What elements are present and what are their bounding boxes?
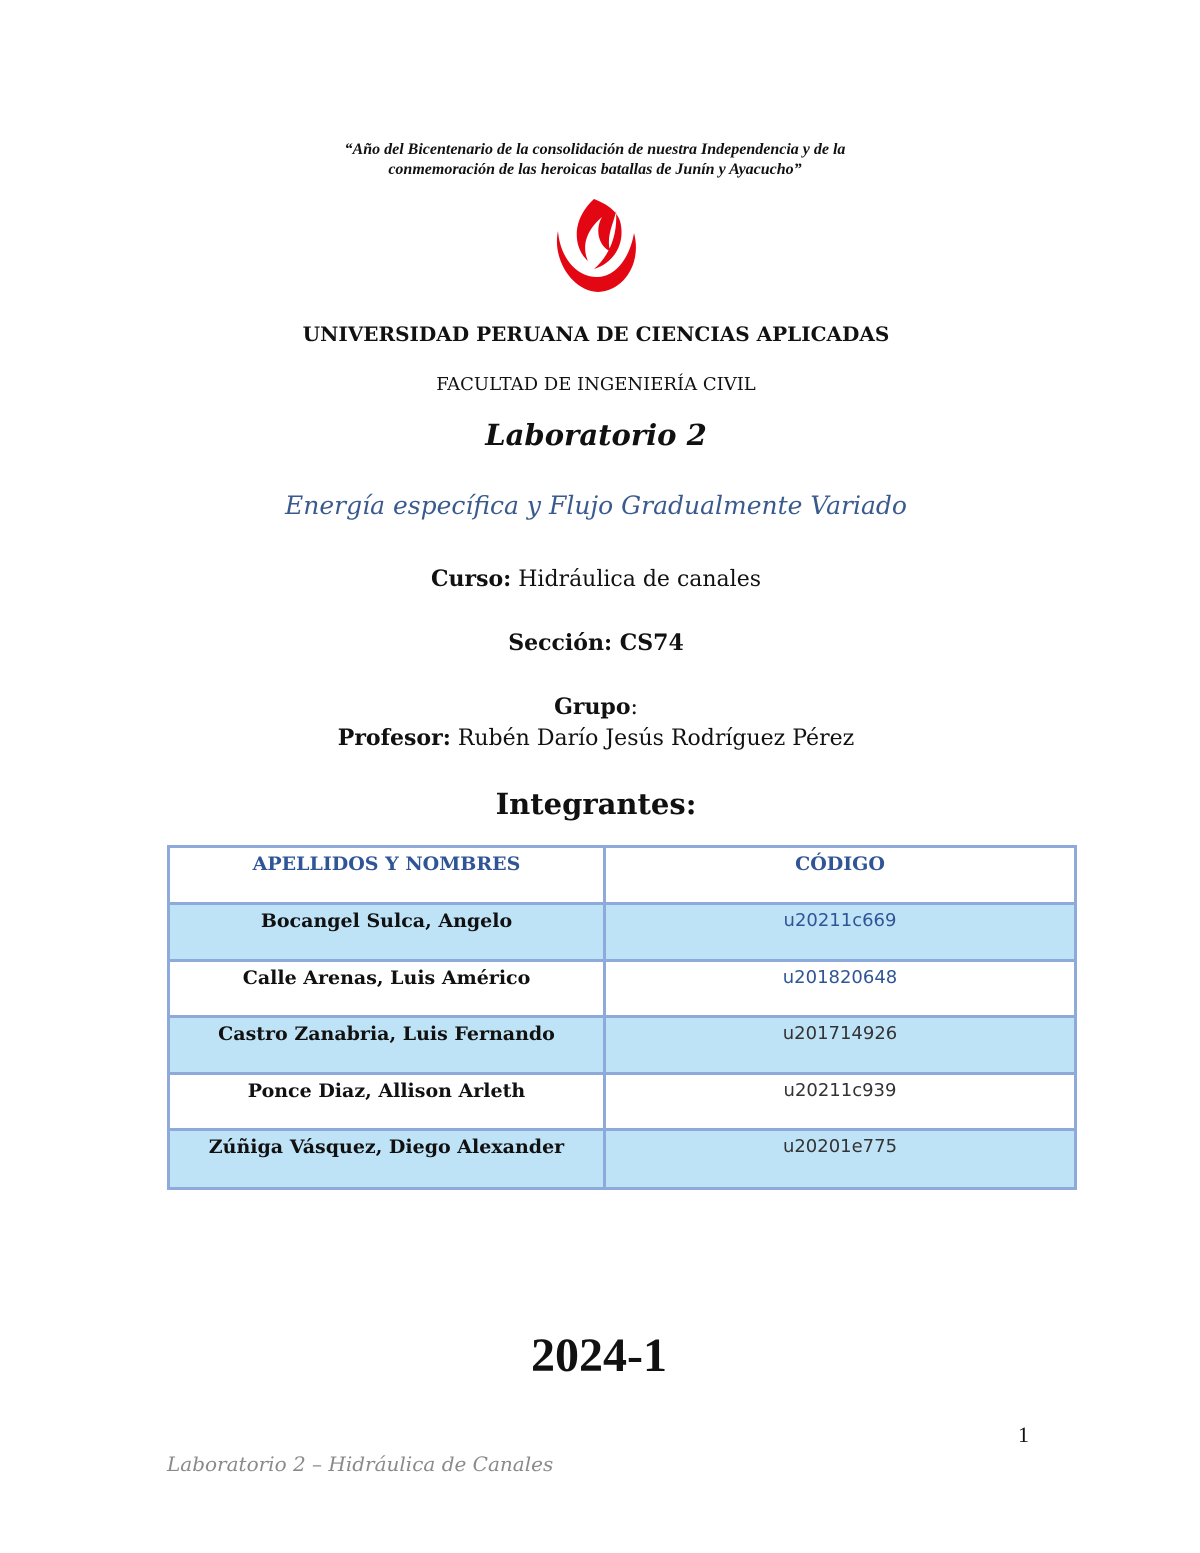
academic-year: 2024-1 xyxy=(531,1329,667,1382)
member-code: u201714926 xyxy=(605,1017,1076,1074)
table-row xyxy=(169,1130,1076,1189)
member-name: Ponce Diaz, Allison Arleth xyxy=(169,1074,605,1130)
member-code: u201820648 xyxy=(605,961,1076,1017)
motto-line-2: conmemoración de las heroicas batallas de Junín y Ayacucho” xyxy=(388,161,802,178)
page-number: 1 xyxy=(1018,1422,1029,1447)
member-name: Castro Zanabria, Luis Fernando xyxy=(169,1017,605,1074)
table-row xyxy=(169,1017,1076,1074)
page-footer: Laboratorio 2 – Hidráulica de Canales xyxy=(167,1452,554,1476)
lab-subtitle: Energía específica y Flujo Gradualmente Variado xyxy=(285,491,907,520)
member-code: u20211c669 xyxy=(605,904,1076,961)
section-line xyxy=(0,630,1192,656)
members-table xyxy=(167,845,1077,1190)
section-label: Sección: CS74 xyxy=(508,630,684,656)
header-code: CÓDIGO xyxy=(605,847,1076,904)
members-title: Integrantes: xyxy=(495,787,697,821)
professor-line xyxy=(0,725,1192,751)
member-name: Calle Arenas, Luis Américo xyxy=(169,961,605,1017)
table-row xyxy=(169,904,1076,961)
table-row xyxy=(169,961,1076,1017)
member-name: Bocangel Sulca, Angelo xyxy=(169,904,605,961)
group-label: Grupo xyxy=(554,694,631,720)
member-code: u20201e775 xyxy=(605,1130,1076,1189)
header-names: APELLIDOS Y NOMBRES xyxy=(169,847,605,904)
table-header-row xyxy=(169,847,1076,904)
group-colon: : xyxy=(630,695,638,720)
motto-line-1: “Año del Bicentenario de la consolidación de nuestra Independencia y de la xyxy=(344,141,846,158)
member-code: u20211c939 xyxy=(605,1074,1076,1130)
member-name: Zúñiga Vásquez, Diego Alexander xyxy=(169,1130,605,1189)
course-line xyxy=(0,566,1192,592)
course-label: Curso: xyxy=(430,566,512,592)
group-line xyxy=(0,694,1192,720)
professor-value: Rubén Darío Jesús Rodríguez Pérez xyxy=(450,726,855,751)
upc-flame-logo-icon xyxy=(550,197,642,295)
lab-title: Laboratorio 2 xyxy=(485,418,707,452)
course-value: Hidráulica de canales xyxy=(511,567,762,592)
university-name: UNIVERSIDAD PERUANA DE CIENCIAS APLICADAS xyxy=(302,322,890,346)
faculty-name: FACULTAD DE INGENIERÍA CIVIL xyxy=(436,374,756,395)
motto xyxy=(0,140,1190,180)
professor-label: Profesor: xyxy=(337,725,451,751)
table-row xyxy=(169,1074,1076,1130)
